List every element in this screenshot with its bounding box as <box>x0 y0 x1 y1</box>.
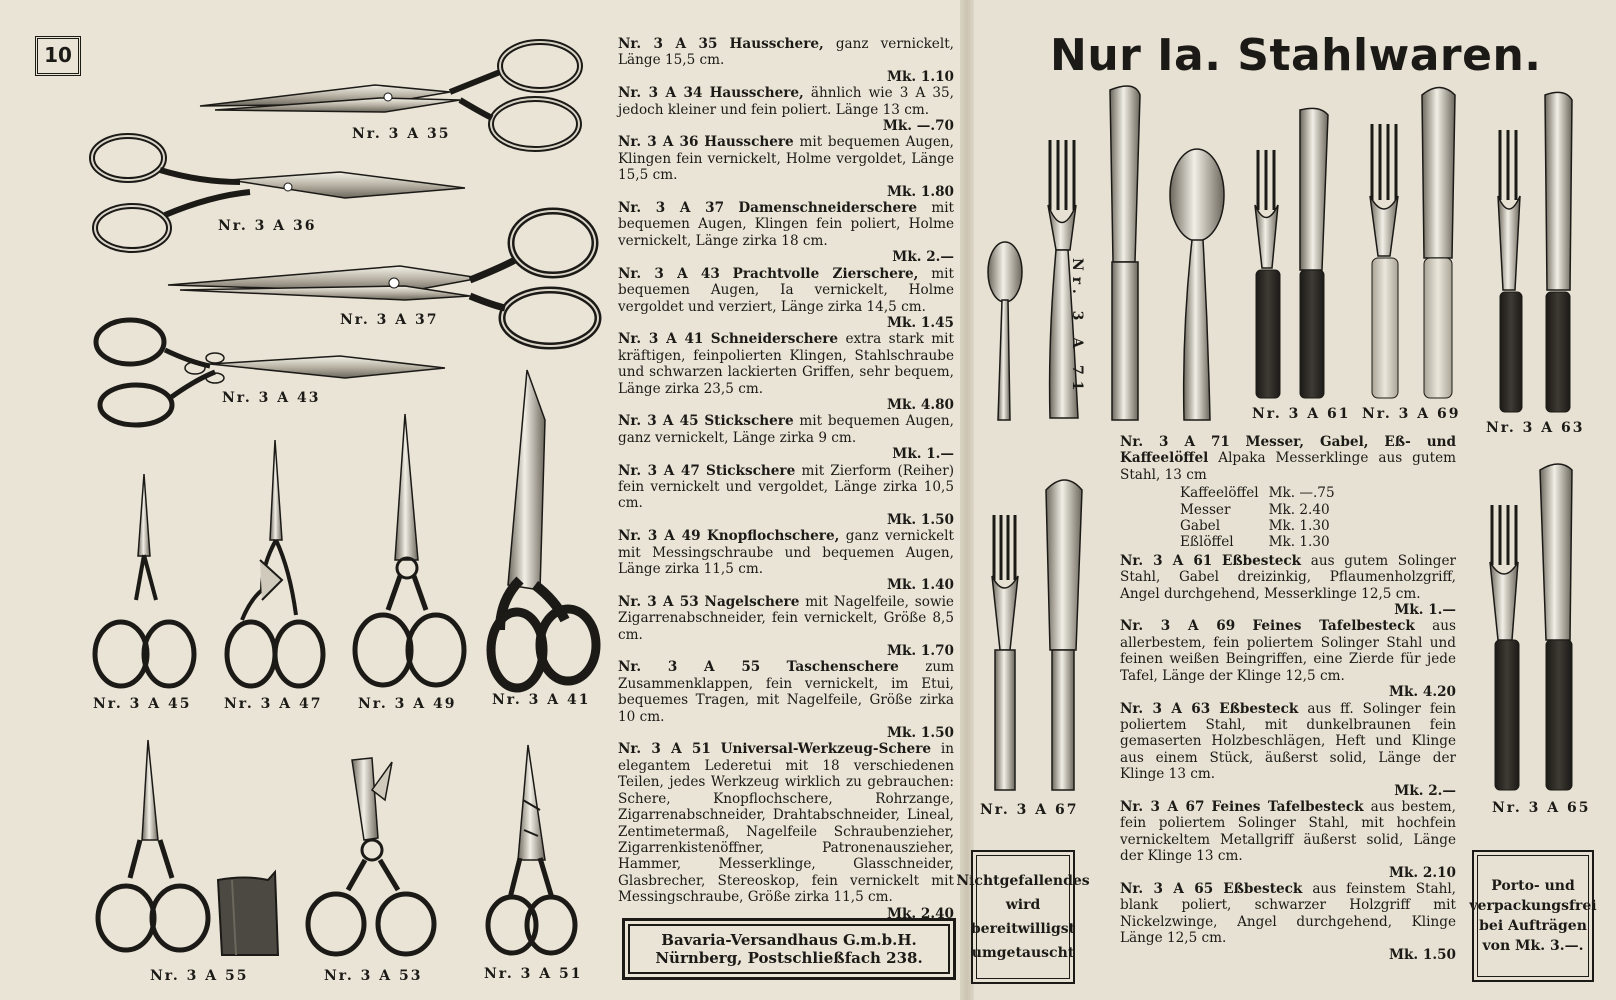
entry-nr: Nr. 3 A 36 <box>618 134 699 151</box>
cutlery-3a67-illustration <box>992 480 1082 790</box>
label-3a36: Nr. 3 A 36 <box>218 218 317 234</box>
entry-3a41 <box>618 331 954 413</box>
entry-desc: mit bequemen Augen, ganz vernickelt, Länge zirka 9 cm. <box>618 413 954 446</box>
price-value: Mk. 1.30 <box>1268 518 1330 535</box>
scissors-descriptions <box>618 36 954 922</box>
entry-desc: ganz vernickelt mit Messingschraube und bequemen Augen, Länge zirka 11,5 cm. <box>618 528 954 577</box>
cutlery-3a61-illustration <box>1255 108 1328 398</box>
label-3a53: Nr. 3 A 53 <box>324 968 423 984</box>
entry-3a47 <box>618 463 954 529</box>
cutlery-3a69-illustration <box>1370 88 1455 399</box>
exchange-notice-text: Nichtgefallendes wird bereitwilligst umgetauscht <box>956 873 1090 961</box>
entry-price: Mk. 4.20 <box>1388 684 1456 701</box>
label-3a43: Nr. 3 A 43 <box>222 390 321 406</box>
entry-name: Messer, Gabel, Eß- und Kaffeelöffel <box>1120 434 1456 467</box>
label-3a49: Nr. 3 A 49 <box>358 696 457 712</box>
entry-3a63 <box>1120 701 1456 799</box>
entry-name: Eßbesteck <box>1219 700 1299 717</box>
page-number: 10 <box>35 36 81 76</box>
entry-3a69 <box>1120 618 1456 700</box>
scissors-3a55-illustration <box>98 740 278 955</box>
entry-3a53 <box>618 594 954 660</box>
scissors-3a49-illustration <box>355 414 464 685</box>
entry-3a36 <box>618 134 954 200</box>
entry-nr: Nr. 3 A 37 <box>618 200 725 217</box>
shipping-notice-text: Porto- und verpackungsfrei bei Aufträgen von Mk. 3.—. <box>1469 878 1597 954</box>
entry-price: Mk. 1.70 <box>886 643 954 660</box>
entry-3a71 <box>1120 434 1456 551</box>
scissors-3a47-illustration <box>227 440 323 686</box>
label-3a67: Nr. 3 A 67 <box>980 802 1079 818</box>
entry-nr: Nr. 3 A 67 <box>1120 798 1205 815</box>
label-3a61: Nr. 3 A 61 <box>1252 406 1351 422</box>
entry-nr: Nr. 3 A 35 <box>618 36 718 52</box>
entry-price: Mk. 2.40 <box>886 905 954 922</box>
entry-price: Mk. —.70 <box>882 118 954 135</box>
price-item: Kaffeelöffel <box>1180 485 1259 502</box>
entry-nr: Nr. 3 A 49 <box>618 528 701 545</box>
entry-desc: extra stark mit kräftigen, feinpolierten Klingen, Stahlschraube und schwarzen lackierten Griffen, sehr bequem, Länge zirka 23,5 cm. <box>618 331 954 397</box>
entry-nr: Nr. 3 A 41 <box>618 331 704 348</box>
entry-nr: Nr. 3 A 34 <box>618 85 703 102</box>
label-3a37: Nr. 3 A 37 <box>340 312 439 328</box>
price-item: Gabel <box>1180 518 1221 535</box>
exchange-notice <box>956 850 1090 984</box>
entry-price: Mk. 2.10 <box>1388 864 1456 881</box>
entry-desc: aus allerbestem, fein poliertem Solinger Stahl und feinen weißen Beingriffen, eine Zierde für jede Tafel, Länge der Klinge 12,5 cm. <box>1120 618 1456 684</box>
entry-price: Mk. 1.— <box>1394 602 1456 619</box>
entry-3a49 <box>618 528 954 594</box>
entry-3a51 <box>618 741 954 921</box>
entry-desc: mit Zierform (Reiher) fein vernickelt und vergoldet, Länge zirka 10,5 cm. <box>618 462 955 512</box>
entry-desc: mit Nagelfeile, sowie Zigarrenabschneider, fein vernickelt, Größe 8,5 cm. <box>618 593 954 643</box>
entry-name: Hausschere, <box>729 36 824 52</box>
label-3a63: Nr. 3 A 63 <box>1486 420 1585 436</box>
price-table <box>1180 485 1345 551</box>
entry-3a34 <box>618 85 954 134</box>
entry-name: Nagelschere <box>704 593 800 610</box>
entry-nr: Nr. 3 A 61 <box>1120 552 1213 569</box>
entry-3a45 <box>618 413 954 462</box>
entry-price: Mk. 1.40 <box>886 577 954 594</box>
label-3a47: Nr. 3 A 47 <box>224 696 323 712</box>
entry-desc: aus ff. Solinger fein poliertem Stahl, mit dunkelbraunen fein gemaserten Holzbeschlägen, Heft und Klinge aus einem Stück, äußerst solid, Länge der Klinge 13 cm. <box>1120 700 1456 783</box>
entry-name: Eßbesteck <box>1221 552 1302 569</box>
scissors-3a51-illustration <box>488 745 575 953</box>
cutlery-descriptions <box>1120 434 1456 963</box>
entry-desc: mit bequemen Augen, Klingen fein vernickelt, Holme vergoldet, Länge 15,5 cm. <box>618 134 954 184</box>
entry-price: Mk. 2.— <box>1394 782 1456 799</box>
entry-3a43 <box>618 266 954 332</box>
label-3a71: Nr. 3 A 71 <box>1069 258 1085 397</box>
entry-desc: in elegantem Lederetui mit 18 verschiedenen Teilen, jedes Werkzeug wirklich zu gebrauchen: Schere, Knopflochschere, Rohrzange, Zigarrenabschneider, Drahtabschneider, Lineal, Zentimetermaß, Nagelfeile Schraubenzieher, Zigarrenkistenöffner, Patronenauszieher, Hammer, Messerklinge, Glasschneider, Glasbrecher, Stereoskop, fein vernickelt mit Messingschraube, Größe zirka 11,5 cm. <box>618 741 954 906</box>
price-value: Mk. 2.40 <box>1268 501 1330 518</box>
label-3a41: Nr. 3 A 41 <box>492 692 591 708</box>
price-item: Eßlöffel <box>1180 534 1234 551</box>
entry-3a67 <box>1120 799 1456 881</box>
label-3a51: Nr. 3 A 51 <box>484 966 583 982</box>
entry-price: Mk. 1.10 <box>886 68 954 85</box>
entry-3a65 <box>1120 881 1456 963</box>
entry-nr: Nr. 3 A 53 <box>618 593 699 610</box>
entry-name: Feines Tafelbesteck <box>1211 798 1364 815</box>
entry-name: Damenschneiderschere <box>738 200 918 217</box>
label-3a55: Nr. 3 A 55 <box>150 968 249 984</box>
entry-name: Stickschere <box>706 462 796 479</box>
price-row <box>1180 502 1345 518</box>
entry-price: Mk. 2.— <box>892 249 954 266</box>
label-3a69: Nr. 3 A 69 <box>1362 406 1461 422</box>
price-item: Messer <box>1180 501 1231 518</box>
entry-name: Stickschere <box>704 413 794 430</box>
scissors-3a45-illustration <box>95 474 194 686</box>
entry-nr: Nr. 3 A 63 <box>1120 700 1211 717</box>
entry-price: Mk. 1.80 <box>886 183 954 200</box>
entry-price: Mk. 1.50 <box>886 511 954 528</box>
entry-desc: mit bequemen Augen, Klingen fein poliert, Holme vernickelt, Länge zirka 18 cm. <box>618 200 955 249</box>
entry-price: Mk. 1.50 <box>886 725 954 742</box>
company-address: Nürnberg, Postschließfach 238. <box>655 949 923 967</box>
scissors-3a43-illustration <box>96 320 445 425</box>
entry-desc: Alpaka Messerklinge aus gutem Stahl, 13 cm <box>1120 450 1457 483</box>
entry-nr: Nr. 3 A 47 <box>618 462 700 479</box>
entry-3a55 <box>618 659 954 741</box>
entry-desc: aus bestem, fein poliertem Solinger Stahl, mit hochfein vernickeltem Metallgriff äußerst solid, Länge der Klinge 13 cm. <box>1120 798 1456 865</box>
price-value: Mk. —.75 <box>1268 485 1335 502</box>
entry-nr: Nr. 3 A 65 <box>1120 880 1214 897</box>
entry-price: Mk. 1.45 <box>886 314 954 331</box>
shipping-notice <box>1469 850 1597 982</box>
price-row <box>1180 518 1345 534</box>
scissors-3a53-illustration <box>308 758 434 954</box>
entry-name: Hausschere <box>704 134 794 151</box>
entry-name: Prachtvolle Zierschere, <box>732 265 919 282</box>
entry-desc: ganz vernickelt, Länge 15,5 cm. <box>618 36 954 69</box>
entry-desc: ähnlich wie 3 A 35, jedoch kleiner und fein poliert. Länge 13 cm. <box>618 85 954 118</box>
entry-name: Hausschere, <box>709 85 804 102</box>
entry-nr: Nr. 3 A 69 <box>1120 618 1236 635</box>
cutlery-3a65-illustration <box>1490 464 1572 790</box>
label-3a35: Nr. 3 A 35 <box>352 126 451 142</box>
entry-price: Mk. 4.80 <box>886 396 954 413</box>
price-row <box>1180 534 1345 550</box>
cutlery-3a63-illustration <box>1498 92 1572 412</box>
entry-name: Knopflochschere, <box>706 528 840 545</box>
entry-price: Mk. 1.— <box>892 446 954 463</box>
entry-nr: Nr. 3 A 45 <box>618 413 699 430</box>
label-3a45: Nr. 3 A 45 <box>93 696 192 712</box>
entry-desc: aus feinstem Stahl, blank poliert, schwarzer Holzgriff mit Nickelzwinge, Angel durchgehend, Klinge Länge 12,5 cm. <box>1120 880 1456 947</box>
entry-price: Mk. 1.50 <box>1388 946 1456 963</box>
entry-name: Taschenschere <box>786 659 899 676</box>
cutlery-3a71-illustration <box>988 86 1224 420</box>
entry-desc: zum Zusammenklappen, fein vernickelt, im Etui, bequemes Tragen, mit Nagelfeile, Größe zirka 10 cm. <box>618 659 954 725</box>
entry-desc: mit bequemen Augen, Ia vernickelt, Holme vergoldet und verziert, Länge zirka 14,5 cm. <box>618 265 954 315</box>
headline: Nur Ia. Stahlwaren. <box>1050 30 1542 81</box>
entry-name: Schneiderschere <box>710 331 839 348</box>
company-footer <box>622 918 956 980</box>
entry-name: Feines Tafelbesteck <box>1252 618 1415 635</box>
entry-3a35 <box>618 36 954 85</box>
entry-nr: Nr. 3 A 51 <box>618 741 711 758</box>
price-row <box>1180 485 1345 501</box>
entry-3a37 <box>618 200 954 266</box>
company-name: Bavaria-Versandhaus G.m.b.H. <box>661 931 917 949</box>
entry-name: Universal-Werkzeug-Schere <box>720 741 932 758</box>
entry-nr: Nr. 3 A 55 <box>618 659 761 676</box>
scissors-3a41-illustration <box>491 370 596 688</box>
entry-name: Eßbesteck <box>1223 880 1303 897</box>
label-3a65: Nr. 3 A 65 <box>1492 800 1591 816</box>
entry-3a61 <box>1120 553 1456 619</box>
price-value: Mk. 1.30 <box>1268 534 1330 551</box>
entry-nr: Nr. 3 A 43 <box>618 265 720 282</box>
entry-desc: aus gutem Solinger Stahl, Gabel dreizinkig, Pflaumenholzgriff, Angel durchgehend, Messerklinge 12,5 cm. <box>1120 552 1456 602</box>
entry-nr: Nr. 3 A 71 <box>1120 434 1230 450</box>
